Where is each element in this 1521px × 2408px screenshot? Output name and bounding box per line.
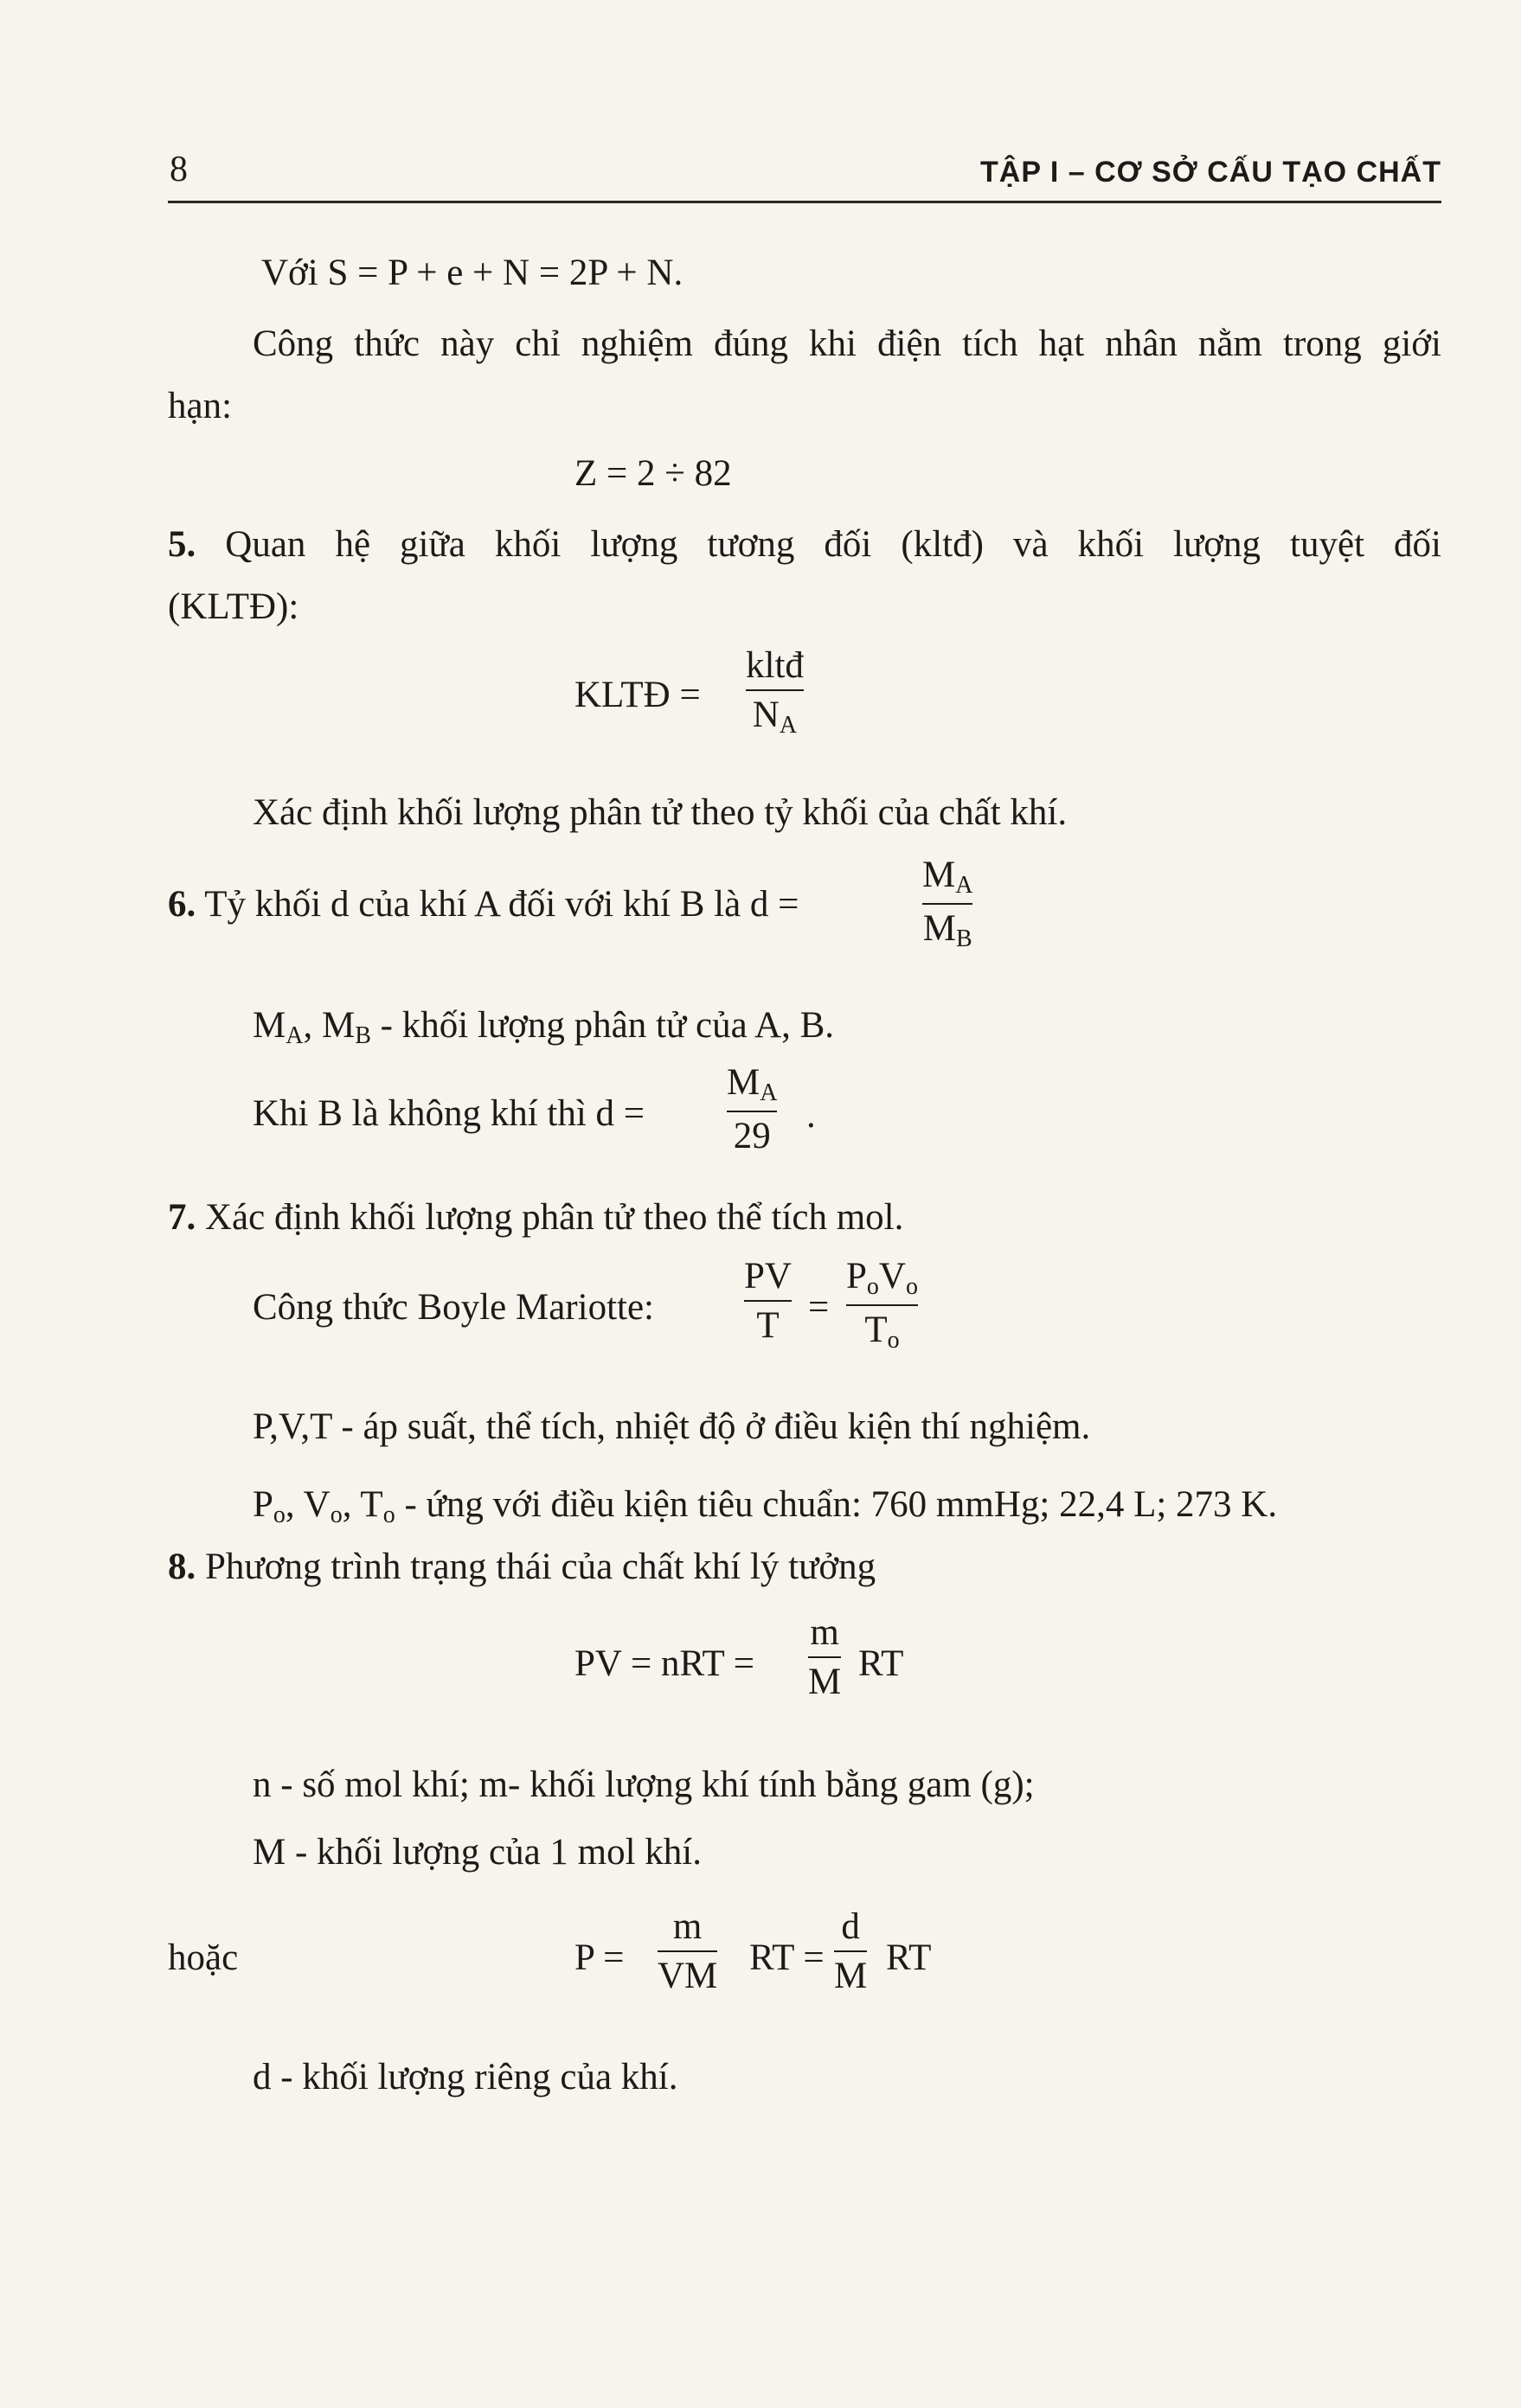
section-6-text: Tỷ khối d của khí A đối với khí B là d =	[204, 884, 799, 925]
page-number: 8	[170, 150, 188, 189]
section-5-text-cont: (KLTĐ):	[168, 586, 299, 627]
kltd-lhs: KLTĐ =	[574, 675, 701, 715]
pressure-mid: RT =	[749, 1937, 825, 1978]
section-7-number: 7.	[168, 1197, 196, 1238]
section-5-heading	[168, 522, 1441, 567]
kltd-denominator: $N_A$	[752, 695, 798, 740]
boyle-equals: =	[808, 1287, 830, 1328]
section-6-heading	[168, 882, 799, 927]
formula-z-range: Z = 2 ÷ 82	[574, 453, 732, 494]
fraction-bar	[808, 1656, 841, 1658]
pressure-rhs: RT	[886, 1937, 932, 1978]
density-ratio-fraction: $M_A$ $M_B$	[922, 855, 973, 952]
header-rule	[168, 201, 1441, 203]
kltd-fraction	[746, 645, 804, 740]
fraction-bar	[744, 1300, 792, 1302]
formula-s-sum: Với S = P + e + N = 2P + N.	[261, 253, 683, 293]
pvt0-definition: $P_o$, $V_o$, $T_o$ - ứng với điều kiện tiêu chuẩn: 760 mmHg; 22,4 L; 273 K.	[253, 1484, 1278, 1528]
density-definition: d - khối lượng riêng của khí.	[253, 2057, 678, 2097]
section-8-text: Phương trình trạng thái của chất khí lý tưởng	[205, 1547, 876, 1587]
pvt-definition: P,V,T - áp suất, thể tích, nhiệt độ ở điều kiện thí nghiệm.	[253, 1406, 1091, 1447]
section-8-heading	[168, 1545, 876, 1590]
boyle-left-fraction: PV T	[744, 1256, 792, 1347]
fraction-bar	[834, 1950, 867, 1952]
section-5-text: Quan hệ giữa khối lượng tương đối (kltđ) và khối lượng tuyệt đối	[225, 524, 1442, 565]
fraction-bar	[746, 689, 804, 691]
boyle-right-fraction: $P_oV_o$ $T_o$	[846, 1256, 918, 1354]
boyle-label: Công thức Boyle Mariotte:	[253, 1287, 654, 1328]
paragraph-condition-cont: hạn:	[168, 386, 233, 426]
air-density-text: Khi B là không khí thì d =	[253, 1093, 645, 1134]
pressure-fraction-2: d M	[834, 1906, 868, 1997]
xac-dinh-line: Xác định khối lượng phân tử theo tỷ khối của chất khí.	[253, 792, 1068, 833]
running-header-title: TẬP I – CƠ SỞ CẤU TẠO CHẤT	[980, 156, 1441, 189]
section-6-number: 6.	[168, 884, 196, 925]
ideal-gas-rhs: RT	[858, 1643, 904, 1684]
fraction-bar	[727, 1111, 777, 1112]
air-density-period: .	[806, 1095, 816, 1136]
pressure-fraction-1: m VM	[658, 1906, 718, 1997]
hoac-label: hoặc	[168, 1937, 239, 1978]
kltd-numerator: kltđ	[746, 645, 804, 686]
ideal-gas-lhs: PV = nRT =	[574, 1643, 755, 1684]
section-8-number: 8.	[168, 1547, 196, 1587]
section-7-heading	[168, 1195, 903, 1240]
n-m-definition: n - số mol khí; m- khối lượng khí tính bằng gam (g);	[253, 1764, 1035, 1805]
fraction-bar	[846, 1304, 918, 1306]
paragraph-condition: Công thức này chỉ nghiệm đúng khi điện tích hạt nhân nằm trong giới	[253, 323, 1441, 364]
section-5-number: 5.	[168, 524, 196, 565]
air-density-fraction: $M_A$ 29	[727, 1062, 778, 1156]
ma-mb-definition: $M_A$, $M_B$ - khối lượng phân tử của A, B.	[253, 1005, 835, 1049]
section-7-text: Xác định khối lượng phân tử theo thể tích mol.	[205, 1197, 904, 1238]
ideal-gas-fraction: m M	[808, 1612, 842, 1703]
fraction-bar	[658, 1950, 717, 1952]
molar-mass-definition: M - khối lượng của 1 mol khí.	[253, 1832, 703, 1873]
pressure-lhs: P =	[574, 1937, 625, 1978]
fraction-bar	[922, 903, 972, 905]
